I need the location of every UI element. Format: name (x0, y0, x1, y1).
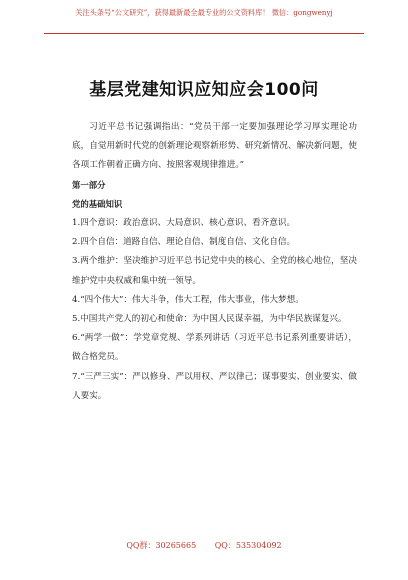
list-item: 2.四个自信：道路自信、理论自信、制度自信、文化自信。 (72, 237, 296, 248)
document-title: 基层党建知识应知应会100问 (89, 80, 319, 100)
list-item: 1.四个意识：政治意识、大局意识、核心意识、看齐意识。 (72, 218, 296, 229)
header-promo-note: 关注头条号“公文研究”，获得最新最全最专业的公文资料库！ 微信：gongwenyj (75, 8, 333, 17)
list-item: 5.中国共产党人的初心和使命：为中国人民谋幸福，为中华民族谋复兴。 (72, 314, 347, 325)
document-body (72, 118, 357, 406)
list-item: 7.“三严三实”：严以修身、严以用权、严以律己；谋事要实、创业要实、做人要实。 (72, 371, 357, 401)
footer-qq-group: QQ群：30265665 (126, 541, 197, 550)
part-heading: 第一部分 (72, 179, 106, 190)
intro-paragraph: 习近平总书记强调指出：“党员干部一定要加强理论学习厚实理论功底，自觉用新时代党的创新理论观察新形势、研究新情况、解决新问题，使各项工作朝着正确方向、按照客观规律推进。” (72, 122, 357, 171)
section-heading: 党的基础知识 (72, 198, 123, 209)
list-item: 4.“四个伟大”：伟大斗争，伟大工程，伟大事业，伟大梦想。 (72, 294, 304, 305)
list-item: 3.两个维护：坚决维护习近平总书记党中央的核心、全党的核心地位，坚决维护党中央权威和集中统一领导。 (72, 256, 357, 286)
footer-qq: QQ：535304092 (214, 541, 282, 550)
list-item: 6.“两学一做”：学党章党规、学系列讲话（习近平总书记系列重要讲话），做合格党员。 (72, 333, 357, 363)
header-divider (44, 33, 364, 34)
footer-contact (0, 540, 408, 551)
